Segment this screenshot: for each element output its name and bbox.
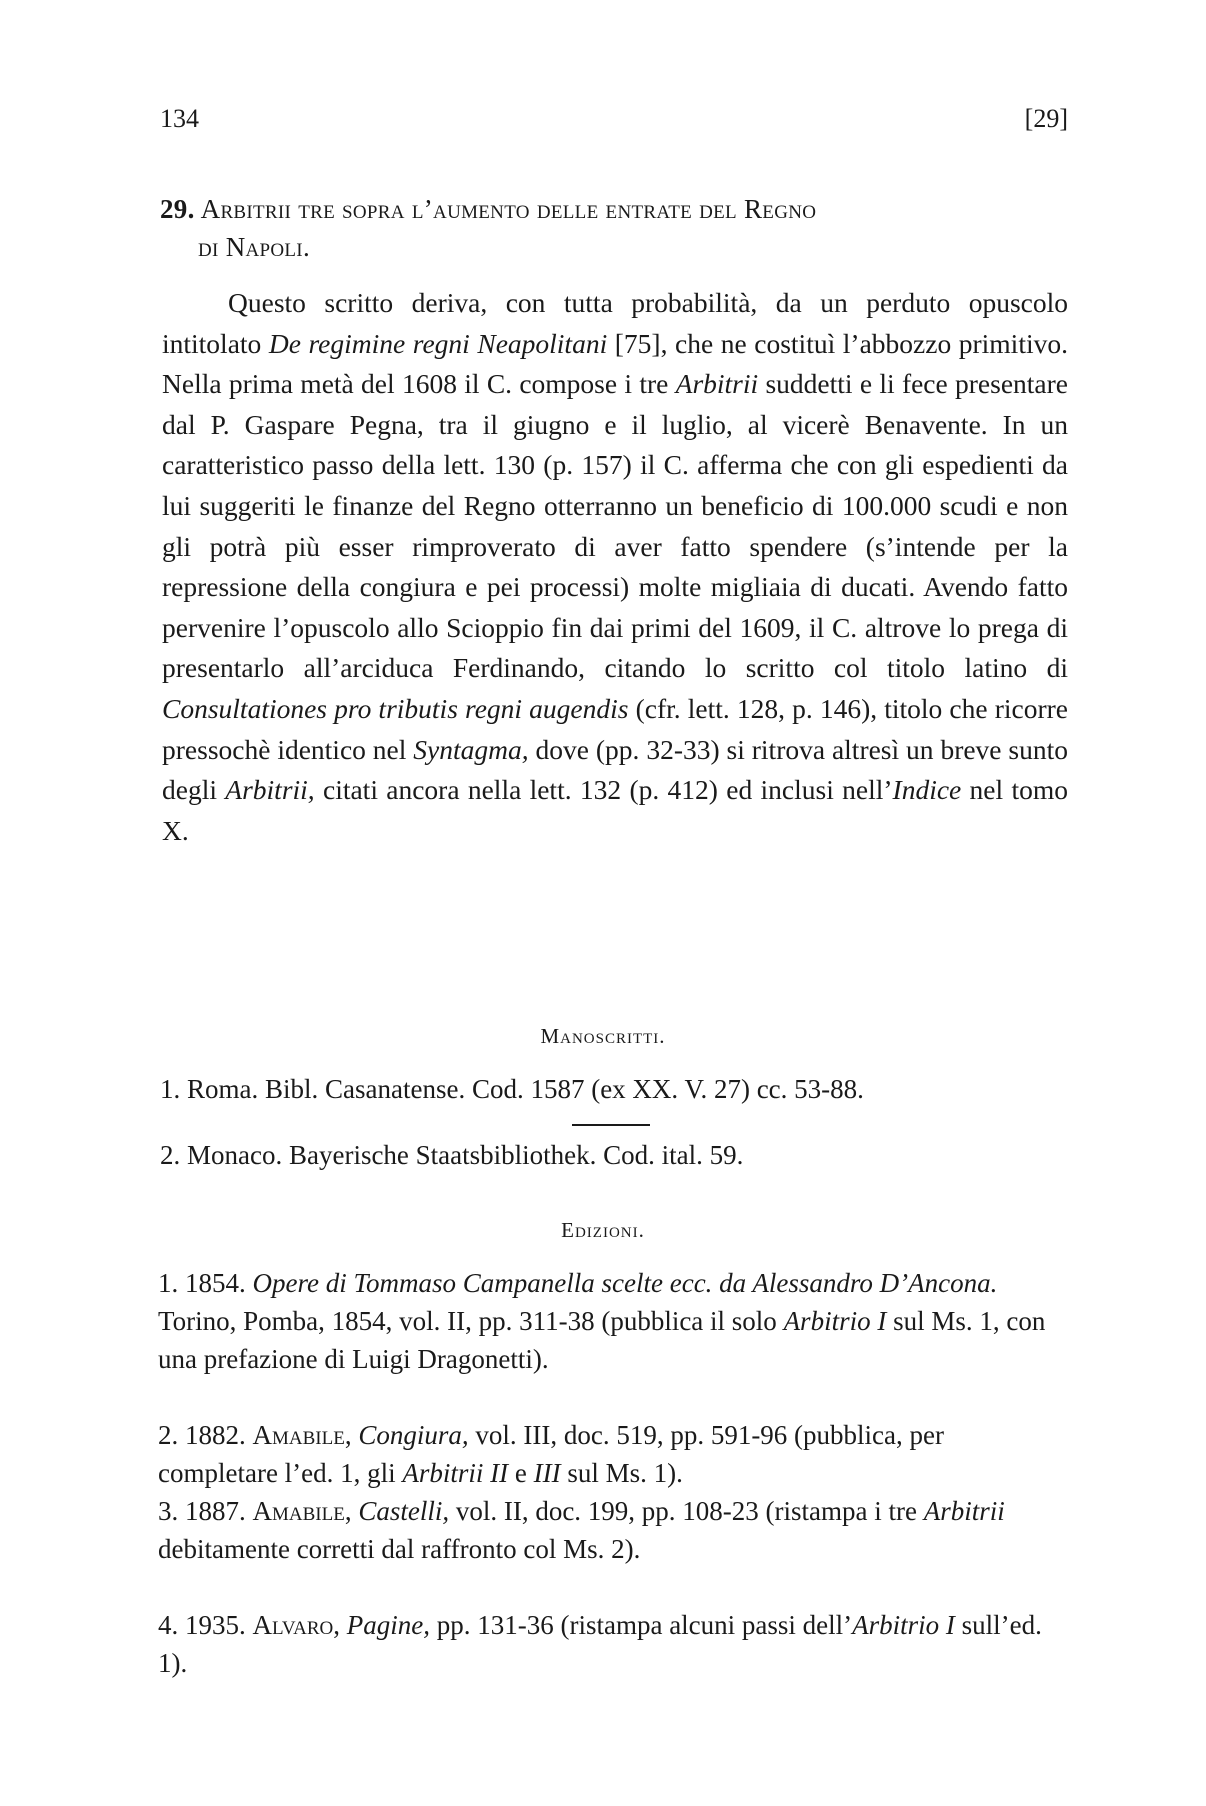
edition-italic: Arbitrii II [402, 1458, 509, 1488]
body-text: dove (pp. 32-33) si ritrova altresì un breve sunto degli [162, 733, 1068, 806]
edition-italic: Opere di Tommaso Campanella scelte ecc. da Alessandro D’Ancona. [252, 1268, 998, 1298]
body-italic: Indice [892, 774, 962, 806]
edition-lead: 1. 1854. [158, 1268, 253, 1298]
edition-author: Amabile, [252, 1496, 352, 1526]
edition-text: vol. II, doc. 199, pp. 108-23 (ristampa i tre [449, 1496, 924, 1526]
edizioni-title: Edizioni. [561, 1218, 645, 1242]
entry-title-line2: di Napoli. [198, 232, 310, 262]
edition-italic: Congiura, [351, 1420, 469, 1450]
entry-heading [160, 190, 1068, 266]
body-italic: Arbitrii, [225, 774, 315, 806]
edition-text: Torino, Pomba, 1854, vol. II, pp. 311-38 (pubblica il solo [158, 1306, 784, 1336]
edition-italic: Arbitrio I [783, 1306, 887, 1336]
manoscritti-title: Manoscritti. [540, 1024, 666, 1048]
body-paragraph [162, 283, 1068, 851]
edition-text: sul Ms. 1, con una prefazione di Luigi Dragonetti). [158, 1306, 1046, 1374]
edition-lead: 3. 1887. [158, 1496, 253, 1526]
body-italic: De regimine regni Neapolitani [268, 327, 608, 359]
edition-lead: 4. 1935. [158, 1610, 253, 1640]
edition-item [158, 1606, 1066, 1682]
edition-text: sull’ed. 1). [158, 1610, 1042, 1678]
edition-text: vol. III, doc. 519, pp. 591-96 (pubblica, per completare l’ed. 1, gli [158, 1420, 944, 1488]
edition-lead: 2. 1882. [158, 1420, 253, 1450]
edition-item [158, 1416, 1066, 1492]
body-text: [75], che ne costituì l’abbozzo primitivo. Nella prima metà del 1608 il C. compose i tre [162, 327, 1068, 400]
edition-author: Alvaro, [252, 1610, 340, 1640]
body-italic: Consultationes pro tributis regni augendis [162, 692, 629, 724]
edition-italic: Pagine, [340, 1610, 430, 1640]
edition-italic: III [533, 1458, 561, 1488]
body-italic: Arbitrii [675, 368, 759, 400]
edition-text: debitamente corretti dal raffronto col Ms. 2). [158, 1534, 641, 1564]
edition-author: Amabile, [252, 1420, 352, 1450]
body-text: nel tomo X. [162, 774, 1068, 846]
divider [572, 1124, 650, 1126]
entry-title-line1: Arbitrii tre sopra l’aumento delle entrate del Regno [200, 194, 817, 224]
edition-italic: Castelli, [351, 1496, 450, 1526]
section-reference: [29] [1024, 104, 1068, 133]
body-text: suddetti e li fece presentare dal P. Gaspare Pegna, tra il giugno e il luglio, al vicerè Benavente. In un caratteristico passo della lett. 130 (p. 157) il C. afferma che con gli espedienti da lui suggeriti le finanze del Regno otterranno un beneficio di 100.000 scudi e non gli potrà più esser rimproverato di aver fatto spendere (s’intende per la repressione della congiura e pei processi) molte migliaia di ducati. Avendo fatto pervenire l’opuscolo allo Scioppio fin dai primi del 1609, il C. altrove lo prega di presentarlo all’arciduca Ferdinando, citando lo scritto col titolo latino di [162, 368, 1068, 684]
edition-text: e [508, 1458, 534, 1488]
edition-item [158, 1492, 1066, 1568]
page-number: 134 [160, 104, 199, 133]
manuscript-item: 2. Monaco. Bayerische Staatsbibliothek. Cod. ital. 59. [160, 1140, 744, 1170]
edition-text: pp. 131-36 (ristampa alcuni passi dell’ [429, 1610, 853, 1640]
entry-number: 29. [160, 194, 195, 224]
edition-italic: Arbitrii [923, 1496, 1005, 1526]
manuscript-item: 1. Roma. Bibl. Casanatense. Cod. 1587 (ex XX. V. 27) cc. 53-88. [160, 1074, 864, 1104]
body-text: (cfr. lett. 128, p. 146), titolo che ricorre pressochè identico nel [162, 692, 1068, 765]
edition-italic: Arbitrio I [852, 1610, 955, 1640]
body-text: citati ancora nella lett. 132 (p. 412) ed inclusi nell’ [314, 774, 893, 806]
edition-text: sul Ms. 1). [560, 1458, 683, 1488]
body-text: Questo scritto deriva, con tutta probabilità, da un perduto opuscolo intitolato [162, 287, 1068, 359]
edition-item [158, 1264, 1066, 1378]
body-italic: Syntagma, [413, 733, 529, 765]
